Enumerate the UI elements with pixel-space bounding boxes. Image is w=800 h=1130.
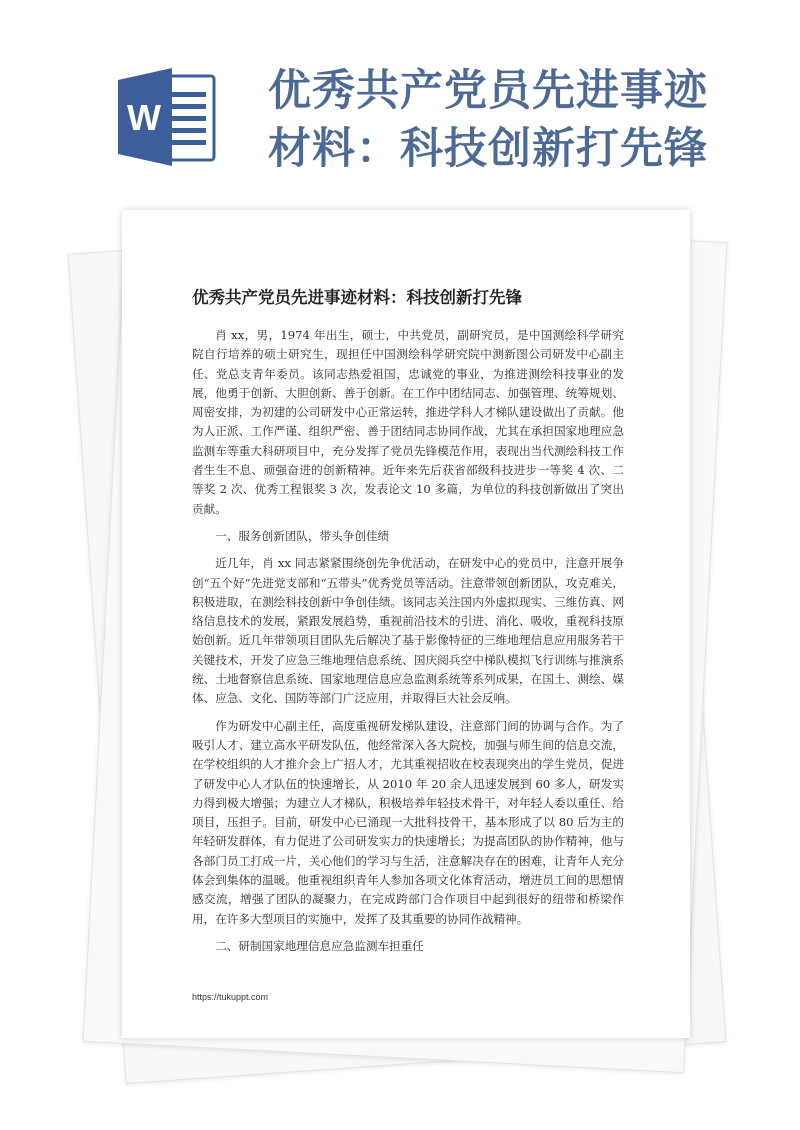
- section-heading-2: 二、研制国家地理信息应急监测车担重任: [215, 938, 424, 953]
- footer-url: https://tukuppt.com: [192, 992, 269, 1002]
- document-title: 优秀共产党员先进事迹材料：科技创新打先锋: [192, 288, 522, 307]
- document-page: [122, 210, 690, 1038]
- banner: [0, 0, 800, 210]
- banner-title: [268, 62, 788, 178]
- banner-title-line1: 优秀共产党员先进事迹: [268, 66, 708, 116]
- logo-letter: W: [127, 97, 161, 138]
- paragraph-intro: 肖 xx，男，1974 年出生，硕士，中共党员，副研究员，是中国测绘科学研究院自行培养的硕士研究生，现担任中国测绘科学研究院中测新图公司研发中心副主任、党总支青年委员。该同志热爱祖国，忠诚党的事业，为推进测绘科技事业的发展，他勇于创新、大胆创新、善于创新。在工作中团结同志、加强管理、统筹规划、周密安排，为初建的公司研发中心正常运转，推进学科人才梯队建设做出了贡献。他为人正派、工作严谨、组织严密、善于团结同志协同作战，尤其在承担国家地理应急监测车等重大科研项目中，充分发挥了党员先锋模范作用，表现出当代测绘科技工作者生生不息、顽强奋进的创新精神。近年来先后获省部级科技进步一等奖 4 次、二等奖 2 次、优秀工程银奖 3 次，发表论文 10 多篇，为单位的科技创新做出了突出贡献。: [192, 328, 624, 516]
- document-body: [192, 326, 624, 964]
- paragraph-section1-2: 作为研发中心副主任，高度重视研发梯队建设，注意部门间的协调与合作。为了吸引人才、建立高水平研发队伍，他经常深入各大院校，加强与师生间的信息交流，在学校组织的人才推介会上广招人才，尤其重视招收在校表现突出的学生党员，促进了研发中心人才队伍的快速增长，从 2010 年 20 余人迅速发展到 60 多人，研发实力得到极大增强；为建立人才梯队，积极培养年轻技术骨干，对年轻人委以重任、给项目，压担子。目前，研发中心已涌现一大批科技骨干，基本形成了以 80 后为主的年轻研发群体，有力促进了公司研发实力的快速增长；为提高团队的协作精神，他与各部门员工打成一片，关心他们的学习与生活，注意解决存在的困难，让青年人充分体会到集体的温暖。他重视组织青年人参加各项文化体育活动，增进员工间的思想情感交流，增强了团队的凝聚力，在完成跨部门合作项目中起到很好的纽带和桥梁作用，在许多大型项目的实施中，发挥了及其重要的协同作战精神。: [192, 718, 624, 926]
- section-heading-1: 一、服务创新团队，带头争创佳绩: [215, 528, 390, 543]
- word-document-icon: [118, 68, 218, 166]
- banner-title-line2: 材料：科技创新打先锋: [268, 124, 708, 174]
- paragraph-section1-1: 近几年，肖 xx 同志紧紧围绕创先争优活动，在研发中心的党员中，注意开展争创“五个好”先进党支部和“五带头”优秀党员等活动。注意带领创新团队，攻克难关，积极进取，在测绘科技创新中争创佳绩。该同志关注国内外虚拟现实、三维仿真、网络信息技术的发展，紧跟发展趋势，重视前沿技术的引进、消化、吸收，重视科技原始创新。近几年带领项目团队先后解决了基于影像特征的三维地理信息应用服务若干关键技术，开发了应急三维地理信息系统、国庆阅兵空中梯队模拟飞行训练与推演系统、土地督察信息系统、国家地理信息应急监测系统等系列成果，在国土、测绘、媒体、应急、文化、国防等部门广泛应用，并取得巨大社会反响。: [192, 556, 624, 706]
